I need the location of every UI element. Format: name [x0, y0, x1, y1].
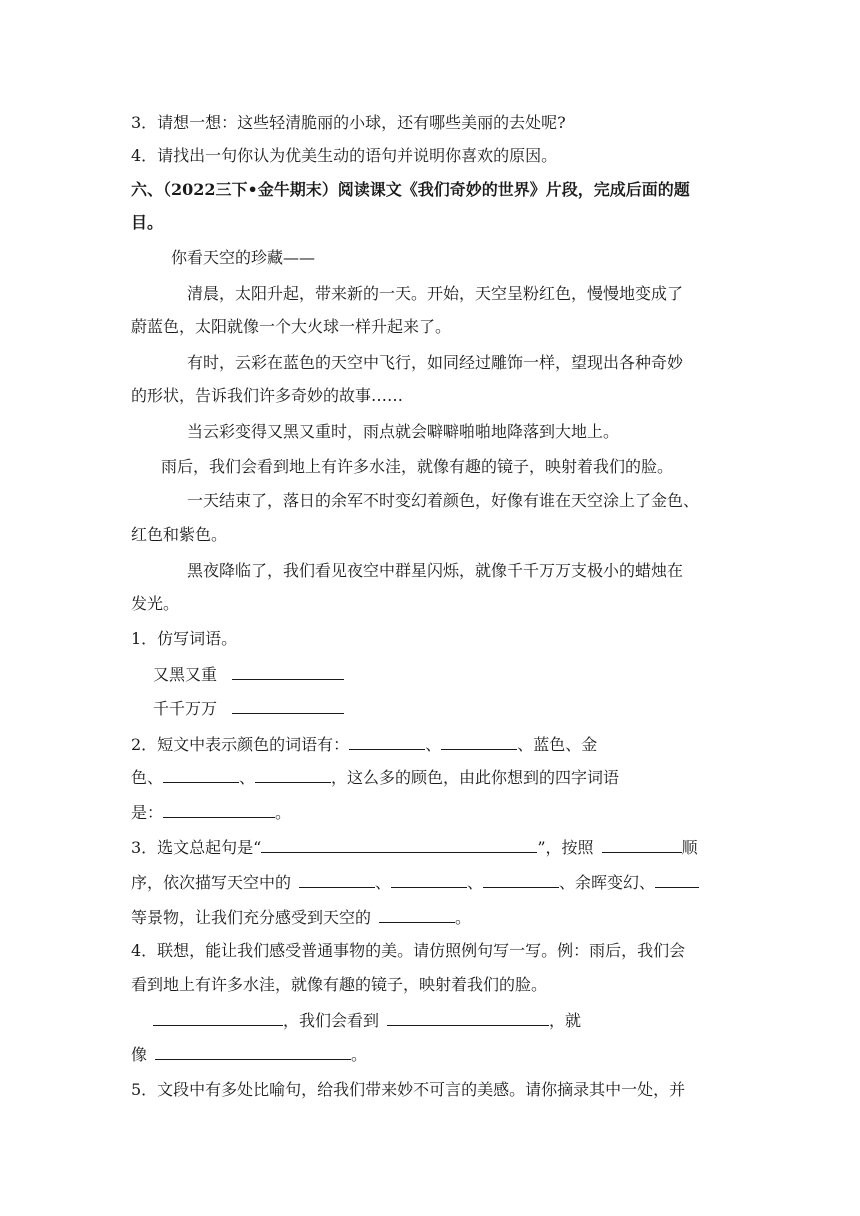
question-1-item-b	[153, 698, 344, 719]
question-4-prev: 4．请找出一句你认为优美生动的语句并说明你喜欢的原因。	[131, 146, 558, 165]
passage-p5: 一天结束了，落日的余军不时变幻着颜色，好像有谁在天空涂上了金色、	[187, 491, 700, 510]
passage-p6: 黑夜降临了，我们看见夜空中群星闪烁，就像千千万万支极小的蜡烛在	[187, 561, 684, 580]
passage-intro: 你看天空的珍藏——	[171, 248, 316, 267]
q4-text-b: ，就	[549, 1011, 582, 1030]
question-1-item-a	[153, 664, 344, 685]
q1-example-a: 又黑又重	[153, 665, 218, 684]
q2-text: 2．短文中表示颜色的词语有：	[131, 735, 350, 754]
q3-text-c: 顺	[681, 838, 698, 857]
question-5: 5．文段中有多处比喻句，给我们带来妙不可言的美感。请你摘录其中一处，并	[131, 1080, 686, 1099]
question-3-prev: 3．请想一想：这些轻清脆丽的小球，还有哪些美丽的去处呢?	[131, 113, 566, 132]
q3-text-b: ”，按照	[537, 838, 594, 857]
q2-text-c: 色、	[131, 768, 164, 787]
section-6-heading-cont: 目。	[131, 213, 164, 232]
passage-p5-cont: 红色和紫色。	[131, 525, 228, 544]
q4-end-mark: 。	[351, 1045, 368, 1064]
question-4-answer-cont	[131, 1044, 367, 1065]
answer-blank[interactable]	[441, 734, 517, 750]
q2-text-e: 是：	[131, 803, 164, 822]
q3-text-d: 序，依次描写天空中的	[131, 873, 292, 892]
q3-text-e: 、余晖变幻、	[559, 873, 656, 892]
q1-example-b: 千千万万	[153, 699, 218, 718]
passage-p3: 当云彩变得又黑又重时，雨点就会噼噼啪啪地降落到大地上。	[187, 422, 620, 441]
q2-sep: 、	[425, 735, 442, 754]
answer-blank[interactable]	[391, 872, 467, 888]
q2-end-mark: 。	[275, 803, 292, 822]
question-1: 1．仿写词语。	[131, 629, 238, 648]
passage-p2: 有时，云彩在蓝色的天空中飞行，如同经过雕饰一样，望现出各种奇妙	[187, 353, 684, 372]
answer-blank[interactable]	[379, 907, 455, 923]
q2-sep: 、	[239, 768, 256, 787]
question-2-end	[131, 802, 291, 823]
answer-blank[interactable]	[163, 802, 275, 818]
answer-blank[interactable]	[232, 664, 344, 680]
passage-p6-cont: 发光。	[131, 594, 180, 613]
question-2	[131, 734, 597, 755]
answer-blank[interactable]	[602, 837, 682, 853]
section-6-heading: 六、（2022三下•金牛期末）阅读课文《我们奇妙的世界》片段，完成后面的题	[131, 180, 690, 199]
passage-p1: 清晨，太阳升起，带来新的一天。开始，天空呈粉红色，慢慢地变成了	[187, 284, 684, 303]
answer-blank[interactable]	[387, 1010, 549, 1026]
q3-sep: 、	[467, 873, 484, 892]
q4-text-c: 像	[131, 1045, 148, 1064]
q2-text-d: ，这么多的顾色，由此你想到的四字词语	[331, 768, 620, 787]
passage-p1-cont: 蔚蓝色，太阳就像一个大火球一样升起来了。	[131, 317, 452, 336]
answer-blank[interactable]	[163, 767, 239, 783]
passage-p2-cont: 的形状，告诉我们许多奇妙的故事……	[131, 386, 404, 405]
answer-blank[interactable]	[483, 872, 559, 888]
question-4: 4．联想，能让我们感受普通事物的美。请仿照例句写一写。例：雨后，我们会	[131, 941, 686, 960]
q3-text: 3．选文总起句是“	[131, 838, 262, 857]
answer-blank[interactable]	[232, 698, 344, 714]
answer-blank[interactable]	[153, 1010, 283, 1026]
q4-text-a: ，我们会看到	[283, 1011, 380, 1030]
answer-blank[interactable]	[349, 734, 425, 750]
question-3	[131, 837, 698, 858]
answer-blank[interactable]	[255, 767, 331, 783]
question-3-cont	[131, 872, 699, 893]
question-3-end	[131, 907, 471, 928]
question-4-answer	[153, 1010, 581, 1031]
q3-text-f: 等景物，让我们充分感受到天空的	[131, 908, 372, 927]
answer-blank[interactable]	[155, 1044, 351, 1060]
q3-end-mark: 。	[455, 908, 472, 927]
question-4-cont: 看到地上有许多水洼，就像有趣的镜子，映射着我们的脸。	[131, 975, 548, 994]
answer-blank[interactable]	[655, 872, 699, 888]
answer-blank[interactable]	[299, 872, 375, 888]
q2-text-b: 、蓝色、金	[517, 735, 598, 754]
answer-blank[interactable]	[261, 837, 537, 853]
question-2-cont	[131, 767, 619, 788]
q3-sep: 、	[375, 873, 392, 892]
passage-p4: 雨后，我们会看到地上有许多水洼，就像有趣的镜子，映射着我们的脸。	[161, 457, 674, 476]
